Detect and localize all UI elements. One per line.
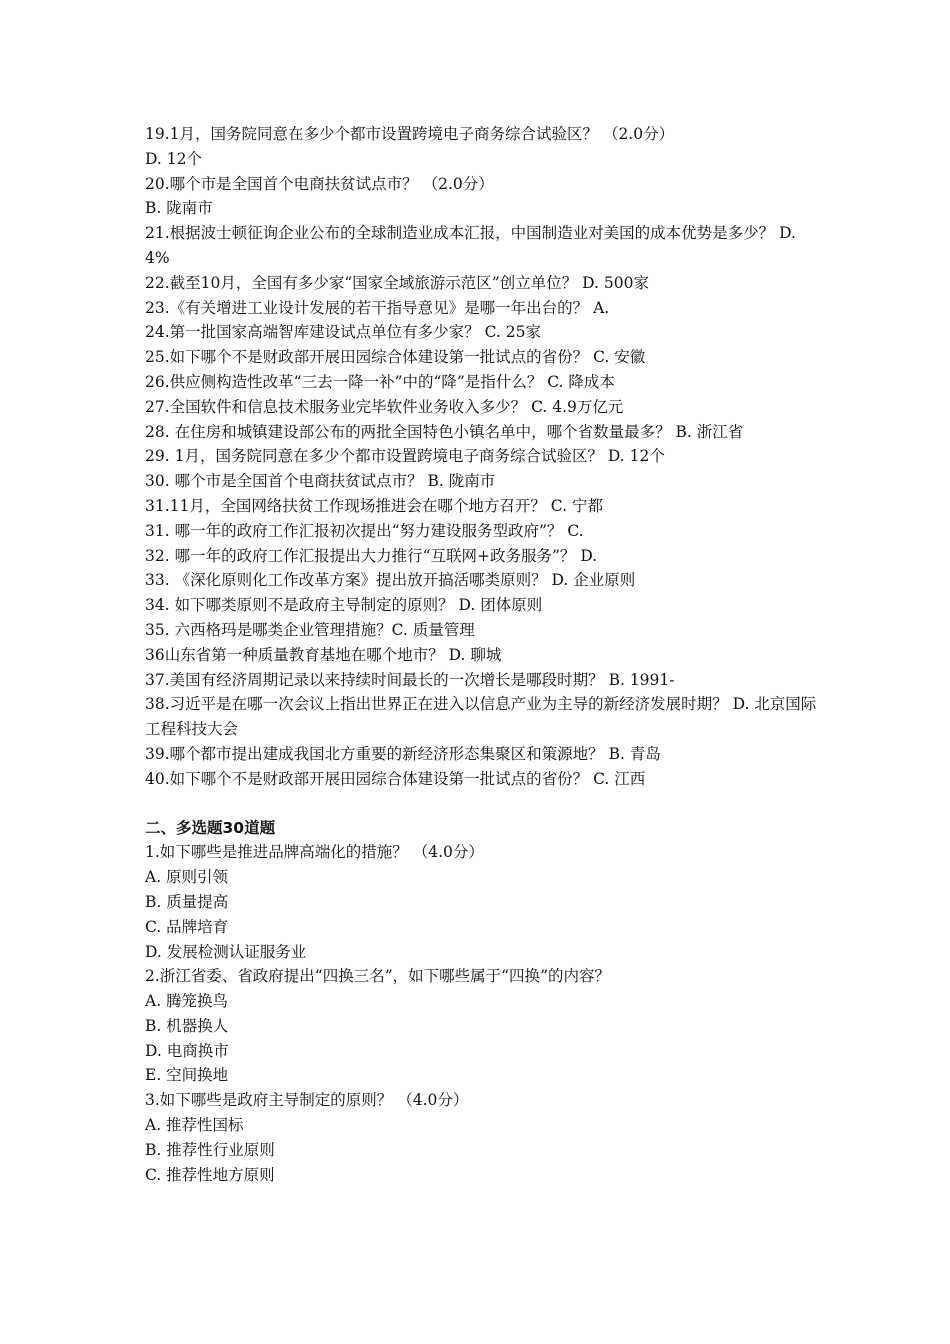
text-line: 27.全国软件和信息技术服务业完毕软件业务收入多少？ C. 4.9万亿元 — [145, 397, 624, 416]
text-line: 31. 哪一年的政府工作汇报初次提出“努力建设服务型政府”？ C. — [145, 521, 584, 540]
text-line: 35. 六西格玛是哪类企业管理措施？C. 质量管理 — [145, 620, 475, 639]
text-line: 34. 如下哪类原则不是政府主导制定的原则？ D. 团体原则 — [145, 596, 543, 615]
text-line: 29. 1月，国务院同意在多少个都市设置跨境电子商务综合试验区？ D. 12个 — [145, 447, 665, 466]
text-line: D. 12个 — [145, 149, 202, 168]
text-line: E. 空间换地 — [145, 1066, 229, 1085]
text-line: B. 机器换人 — [145, 1016, 229, 1035]
text-line: 20.哪个市是全国首个电商扶贫试点市？ （2.0分） — [145, 174, 494, 193]
text-line: 39.哪个都市提出建成我国北方重要的新经济形态集聚区和策源地？ B. 青岛 — [145, 744, 661, 763]
text-line: C. 推荐性地方原则 — [145, 1165, 275, 1184]
multi-choice-questions — [145, 840, 825, 1187]
text-line: 30. 哪个市是全国首个电商扶贫试点市？ B. 陇南市 — [145, 472, 496, 491]
text-line: 40.如下哪个不是财政部开展田园综合体建设第一批试点的省份？ C. 江西 — [145, 769, 646, 788]
text-line: B. 质量提高 — [145, 892, 229, 911]
text-line: 36山东省第一种质量教育基地在哪个地市？ D. 聊城 — [145, 645, 502, 664]
text-line: D. 电商换市 — [145, 1041, 229, 1060]
section-heading: 二、多选题30道题 — [145, 818, 276, 837]
text-line: C. 品牌培育 — [145, 917, 229, 936]
single-choice-answers — [145, 122, 825, 792]
text-line: 23.《有关增进工业设计发展的若干指导意见》是哪一年出台的？ A. — [145, 298, 610, 317]
text-line: 25.如下哪个不是财政部开展田园综合体建设第一批试点的省份？ C. 安徽 — [145, 348, 646, 367]
text-line: 32. 哪一年的政府工作汇报提出大力推行“互联网+政务服务”？ D. — [145, 546, 598, 565]
text-line: 33. 《深化原则化工作改革方案》提出放开搞活哪类原则？ D. 企业原则 — [145, 571, 636, 590]
text-line: 19.1月，国务院同意在多少个都市设置跨境电子商务综合试验区？ （2.0分） — [145, 125, 675, 143]
text-line: 28. 在住房和城镇建设部公布的两批全国特色小镇名单中，哪个省数量最多？ B. 浙江省 — [145, 422, 744, 441]
text-line: A. 原则引领 — [145, 868, 229, 887]
text-line: 3.如下哪些是政府主导制定的原则？ （4.0分） — [145, 1091, 469, 1110]
text-line: A. 推荐性国标 — [145, 1116, 244, 1135]
text-line: B. 推荐性行业原则 — [145, 1140, 275, 1159]
text-line: 2.浙江省委、省政府提出“四换三名”，如下哪些属于“四换”的内容？ — [145, 967, 610, 986]
document-page — [145, 122, 825, 1187]
text-line: 31.11月，全国网络扶贫工作现场推进会在哪个地方召开？ C. 宁都 — [145, 496, 603, 515]
text-line: A. 腾笼换鸟 — [145, 992, 229, 1011]
text-line: 21.根据波士顿征询企业公布的全球制造业成本汇报，中国制造业对美国的成本优势是多少？ D. 4% — [145, 224, 796, 267]
text-line: 38.习近平是在哪一次会议上指出世界正在进入以信息产业为主导的新经济发展时期？ D. 北京国际工程科技大会 — [145, 695, 817, 739]
text-line: 37.美国有经济周期记录以来持续时间最长的一次增长是哪段时期？ B. 1991- — [145, 670, 675, 689]
text-line: 26.供应侧构造性改革“三去一降一补”中的“降”是指什么？ C. 降成本 — [145, 372, 615, 391]
text-line: B. 陇南市 — [145, 199, 213, 218]
text-line: D. 发展检测认证服务业 — [145, 942, 307, 961]
text-line: 22.截至10月，全国有多少家“国家全域旅游示范区”创立单位？ D. 500家 — [145, 273, 649, 292]
text-line: 1.如下哪些是推进品牌高端化的措施？ （4.0分） — [145, 843, 484, 862]
text-line: 24.第一批国家高端智库建设试点单位有多少家？ C. 25家 — [145, 323, 541, 342]
